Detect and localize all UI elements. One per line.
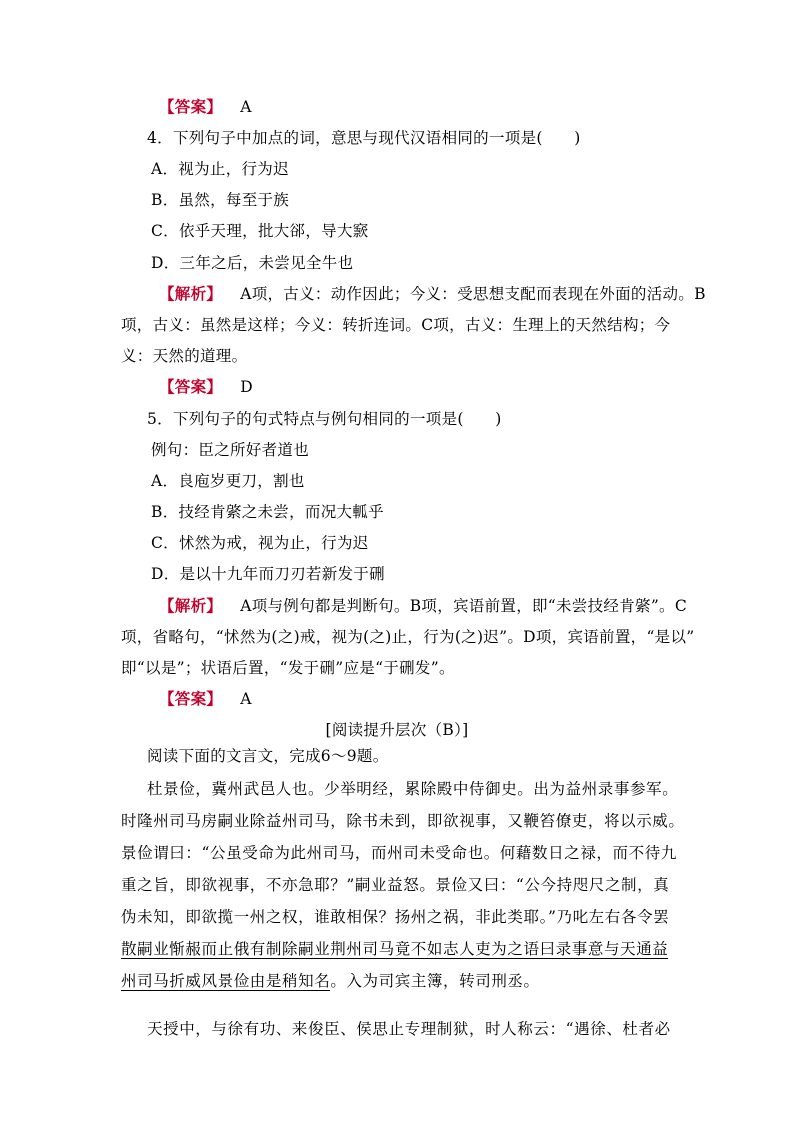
underlined-sentence: 州司马折威风景俭由是稍知名 xyxy=(121,972,331,990)
answer-value: A xyxy=(240,98,252,116)
answer-tag: 【答案】 xyxy=(159,689,223,708)
question-4-stem: 4．下列句子中加点的词，意思与现代汉语相同的一项是( ) xyxy=(147,129,581,147)
analysis-text: A项与例句都是判断句。B项，宾语前置，即“未尝技经肯綮”。C xyxy=(240,597,687,615)
passage-line: 天授中，与徐有功、来俊臣、侯思止专理制狱，时人称云：“遇徐、杜者必 xyxy=(147,1020,671,1038)
answer-value: D xyxy=(240,378,253,396)
answer-tag: 【答案】 xyxy=(159,97,223,116)
analysis-text: 项，古义：虽然是这样；今义：转折连词。C项，古义：生理上的天然结构；今 xyxy=(121,316,671,334)
question-4-option-d: D．三年之后，未尝见全牛也 xyxy=(151,254,354,272)
passage-text: 。入为司宾主簿，转司刑丞。 xyxy=(330,972,540,990)
question-5-option-d: D．是以十九年而刀刃若新发于硎 xyxy=(151,565,385,583)
question-5-option-b: B．技经肯綮之未尝，而况大軱乎 xyxy=(151,503,384,521)
question-5-option-c: C．怵然为戒，视为止，行为迟 xyxy=(151,534,369,552)
question-4-option-c: C．依乎天理，批大郤，导大窾 xyxy=(151,222,369,240)
analysis-text: 即“以是”；状语后置，“发于硎”应是“于硎发”。 xyxy=(121,659,455,677)
answer-tag: 【答案】 xyxy=(159,377,223,396)
passage-line: 景俭谓曰：“公虽受命为此州司马，而州司未受命也。何藉数日之禄，而不待九 xyxy=(121,844,677,862)
passage-line: 伪未知，即欲揽一州之权，谁敢相保？扬州之祸，非此类耶。”乃叱左右各令罢 xyxy=(121,908,670,926)
analysis-text: A项，古义：动作因此；今义：受思想支配而表现在外面的活动。B xyxy=(240,285,706,303)
passage-underlined-line xyxy=(121,970,540,992)
answer-line xyxy=(159,96,252,118)
passage-line: 时隆州司马房嗣业除益州司马，除书未到，即欲视事，又鞭笞僚吏，将以示威。 xyxy=(121,812,685,830)
question-5-stem: 5．下列句子的句式特点与例句相同的一项是( ) xyxy=(147,410,502,428)
underlined-sentence: 散嗣业惭赧而止俄有制除嗣业荆州司马竟不如志人吏为之语曰录事意与天通益 xyxy=(121,940,669,958)
analysis-line xyxy=(159,283,706,305)
question-5-option-a: A．良庖岁更刀，割也 xyxy=(151,472,305,490)
passage-line: 杜景俭，冀州武邑人也。少举明经，累除殿中侍御史。出为益州录事参军。 xyxy=(147,780,679,798)
analysis-tag: 【解析】 xyxy=(159,284,223,303)
analysis-text: 义：天然的道理。 xyxy=(121,347,248,365)
answer-line xyxy=(159,376,253,398)
analysis-tag: 【解析】 xyxy=(159,596,223,615)
analysis-line xyxy=(159,595,687,617)
answer-value: A xyxy=(240,690,252,708)
question-4-option-b: B．虽然，每至于族 xyxy=(151,191,290,209)
section-title: [阅读提升层次（B）] xyxy=(325,721,469,739)
question-4-option-a: A．视为止，行为迟 xyxy=(151,160,289,178)
passage-underlined-line xyxy=(121,938,668,960)
passage-line: 重之旨，即欲视事，不亦急耶？”嗣业益怒。景俭又曰：“公今持咫尺之制，真 xyxy=(121,876,670,894)
answer-line xyxy=(159,688,252,710)
question-5-example: 例句：臣之所好者道也 xyxy=(151,441,310,459)
section-instruction: 阅读下面的文言文，完成6～9题。 xyxy=(147,747,389,765)
analysis-text: 项，省略句，“怵然为(之)戒，视为(之)止，行为(之)迟”。D项，宾语前置，“是以” xyxy=(121,628,695,646)
